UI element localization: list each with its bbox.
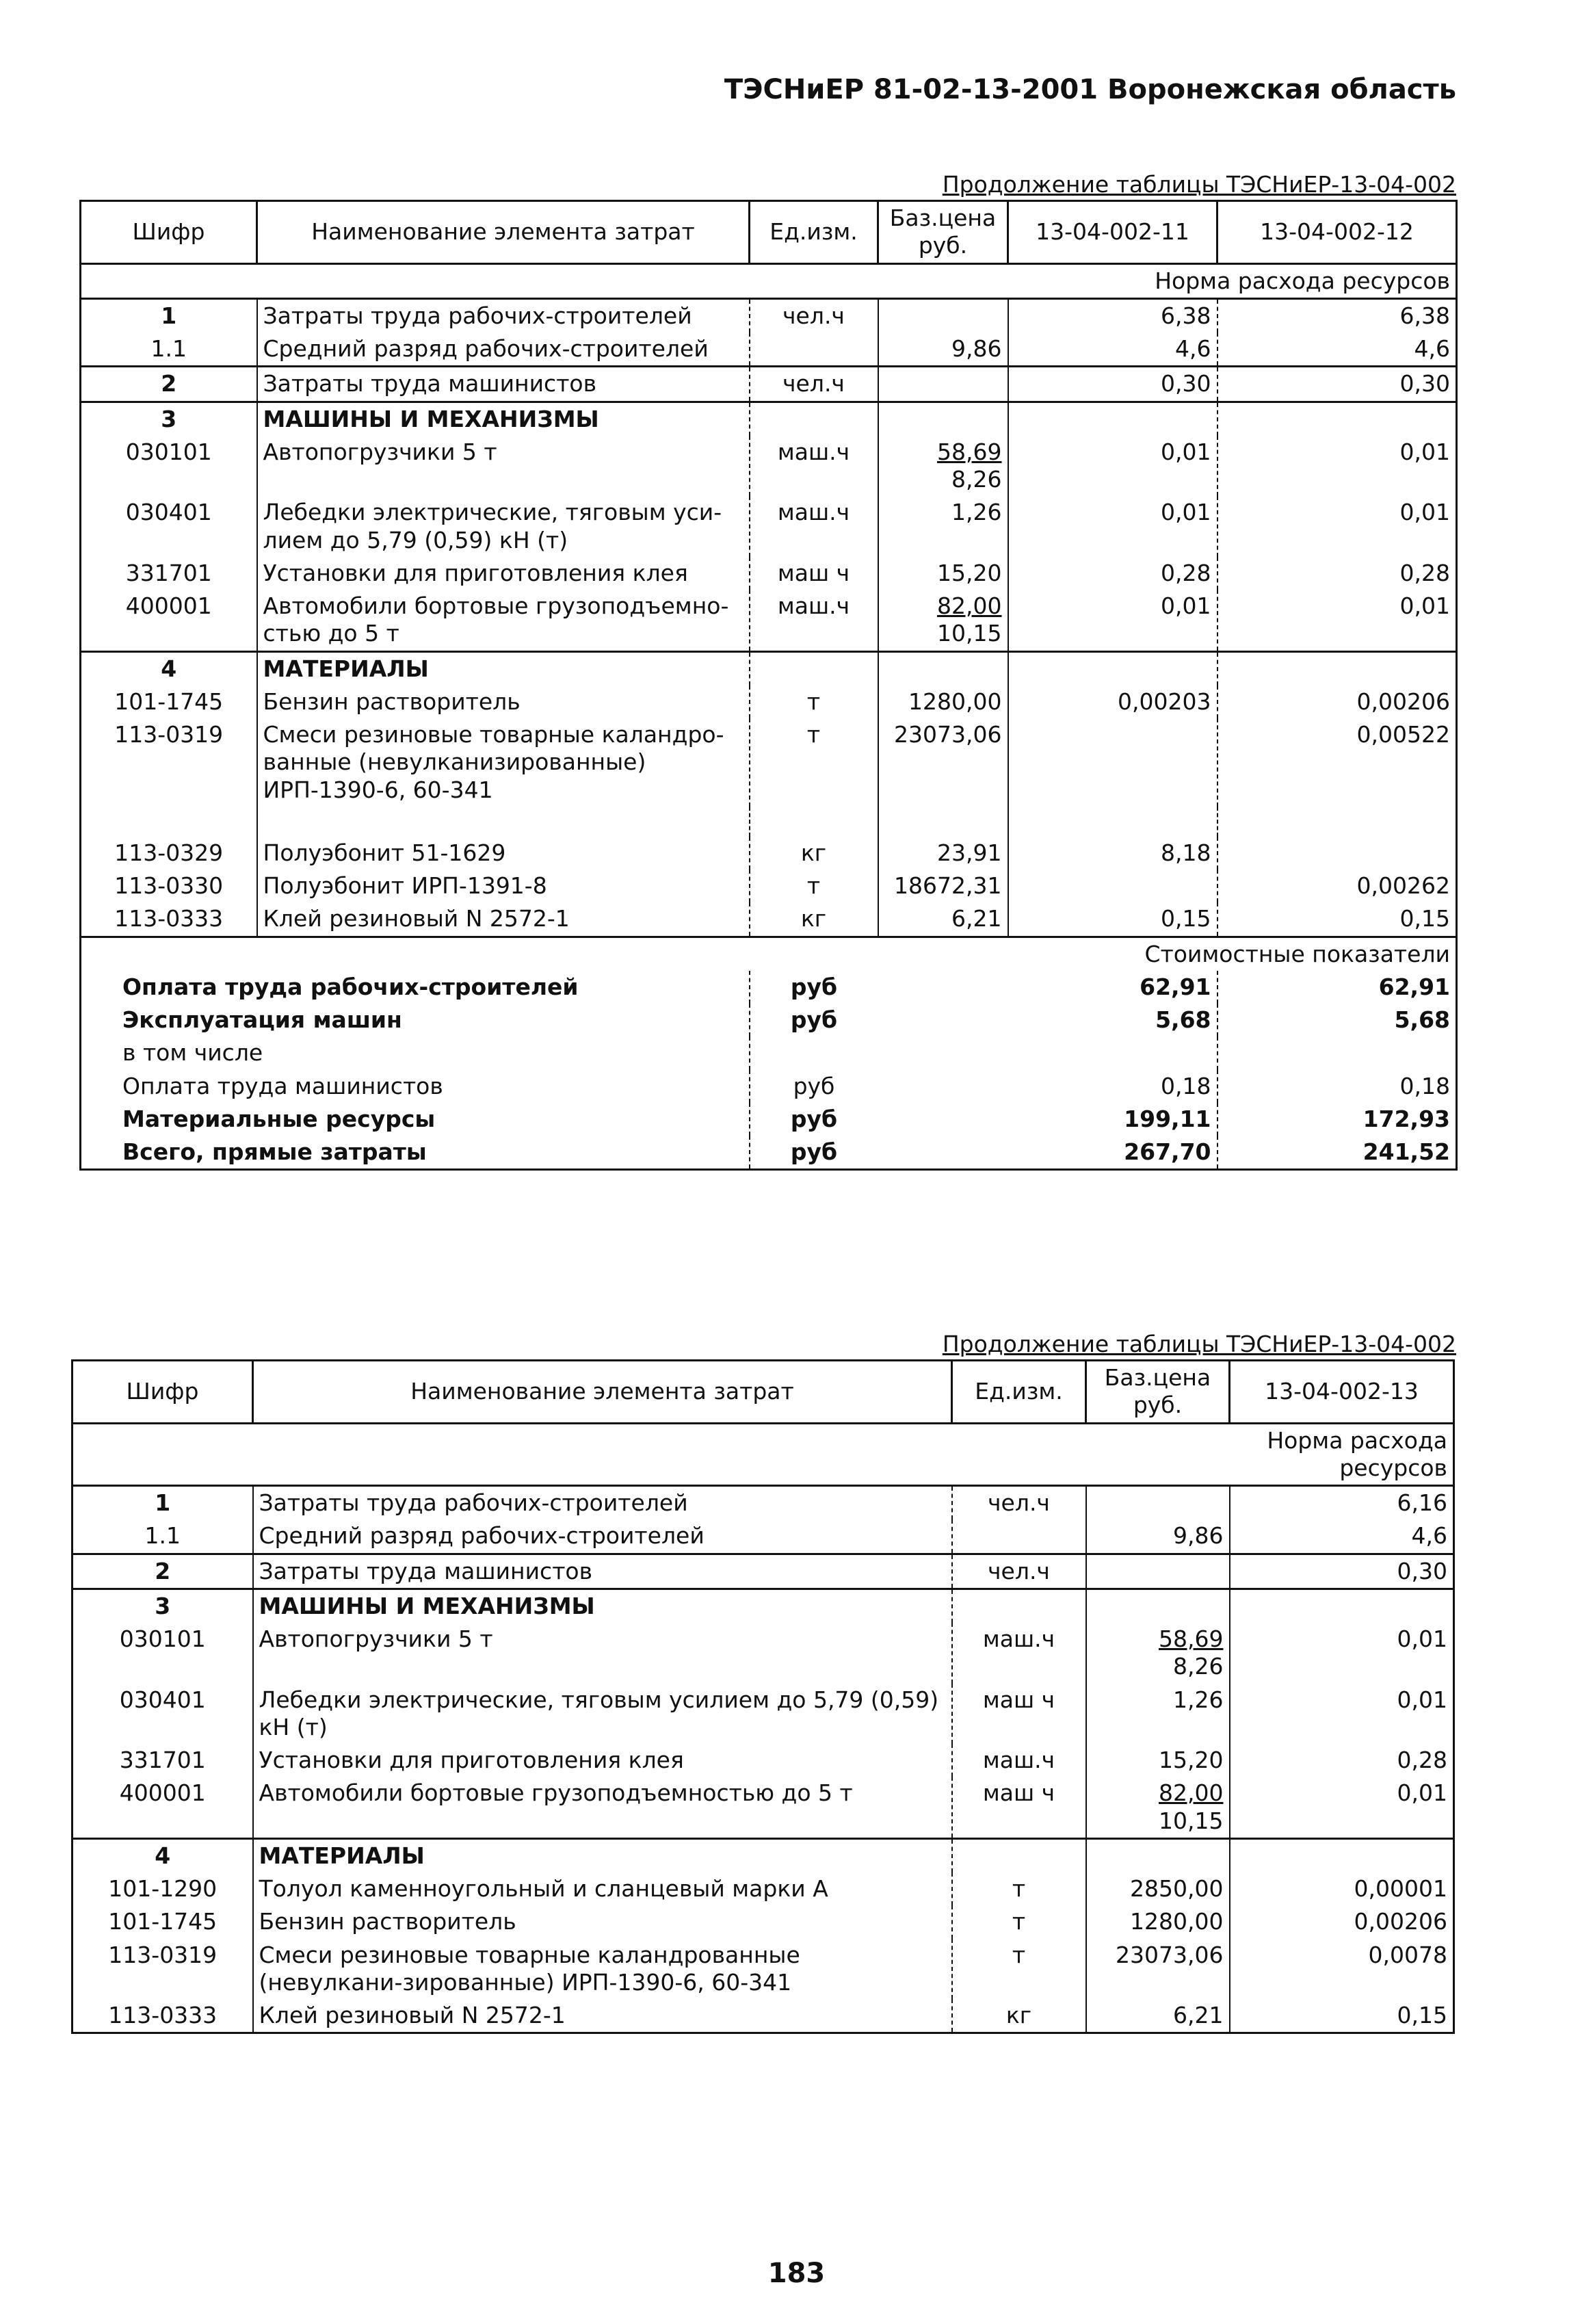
table-row: [81, 436, 1457, 497]
row-price: [878, 718, 1008, 807]
row-price-value: 8,26: [951, 466, 1002, 493]
row-price: [878, 902, 1008, 937]
cost-name: Эксплуатация машин: [81, 1004, 750, 1036]
cost-value: 267,70: [1008, 1136, 1217, 1170]
table-row: [73, 1905, 1454, 1938]
cost-value: 172,93: [1217, 1103, 1457, 1136]
row-name: МАТЕРИАЛЫ: [253, 1838, 952, 1872]
row-name: Лебедки электрические, тяговым усилием до 5,79 (0,59) кН (т): [253, 1684, 952, 1745]
col-code-header: Шифр: [73, 1361, 253, 1424]
row-code: 3: [73, 1589, 253, 1623]
row-value: 0,28: [1230, 1744, 1454, 1777]
cost-label: Стоимостные показатели: [1008, 937, 1457, 971]
row-price-total: 82,00: [1159, 1779, 1224, 1807]
cost-value: 5,68: [1217, 1004, 1457, 1036]
table1-caption: Продолжение таблицы ТЭСНиЕР-13-04-002: [942, 171, 1456, 198]
row-value: 0,00206: [1230, 1905, 1454, 1938]
row-unit: маш.ч: [952, 1623, 1086, 1684]
row-value: 0,01: [1230, 1623, 1454, 1684]
row-value: 0,30: [1230, 1554, 1454, 1589]
table-row: [73, 1838, 1454, 1872]
row-unit: кг: [750, 837, 878, 870]
cost-row: [81, 1103, 1457, 1136]
cost-value: 0,18: [1217, 1070, 1457, 1103]
row-name: Автопогрузчики 5 т: [257, 436, 750, 497]
row-price-value: 18672,31: [894, 872, 1002, 899]
table-row: [81, 557, 1457, 590]
row-value: 0,01: [1008, 590, 1217, 651]
row-code: 030401: [73, 1684, 253, 1745]
row-price: [878, 298, 1008, 332]
cost-price-empty: [878, 1136, 1008, 1170]
row-value: 0,01: [1230, 1684, 1454, 1745]
cost-value: 62,91: [1140, 973, 1211, 1000]
cost-value: 62,91: [1217, 971, 1457, 1004]
row-code: 1: [73, 1486, 253, 1520]
cost-row: [81, 1004, 1457, 1036]
row-code: 101-1290: [73, 1872, 253, 1905]
table-row: [81, 718, 1457, 807]
row-unit: кг: [750, 902, 878, 937]
row-name: Автопогрузчики 5 т: [253, 1623, 952, 1684]
cost-row: [81, 1070, 1457, 1103]
row-unit: маш ч: [750, 557, 878, 590]
col-price-header: Баз.цена руб.: [1086, 1361, 1230, 1424]
cost-price-empty: [878, 1103, 1008, 1136]
row-name: Затраты труда машинистов: [253, 1554, 952, 1589]
cost-price-empty: [878, 1070, 1008, 1103]
row-name: Полуэбонит ИРП-1391-8: [257, 870, 750, 902]
row-unit: маш ч: [952, 1777, 1086, 1838]
cost-row: [81, 1036, 1457, 1069]
row-value: 0,00262: [1217, 870, 1457, 902]
row-price-value: 1280,00: [1130, 1908, 1224, 1935]
row-unit: маш ч: [952, 1684, 1086, 1745]
row-code: 2: [73, 1554, 253, 1589]
row-value: [1217, 651, 1457, 686]
row-value: 0,00203: [1008, 686, 1217, 718]
cost-name: в том числе: [81, 1036, 750, 1069]
cost-name: Оплата труда машинистов: [81, 1070, 750, 1103]
table-row: [81, 332, 1457, 367]
row-value: 0,00522: [1217, 718, 1457, 807]
cost-unit: руб: [750, 1070, 878, 1103]
page-number: 183: [767, 2258, 826, 2289]
row-price: [1086, 1999, 1230, 2033]
col-price-header: Баз.цена руб.: [878, 201, 1008, 264]
cost-value: 241,52: [1217, 1136, 1457, 1170]
row-price: [878, 436, 1008, 497]
row-price: [1086, 1777, 1230, 1838]
row-price-value: 15,20: [937, 559, 1002, 586]
row-price-value: 2850,00: [1130, 1875, 1224, 1902]
row-value: 8,18: [1008, 837, 1217, 870]
row-unit: чел.ч: [952, 1486, 1086, 1520]
row-unit: т: [750, 718, 878, 807]
table-row: [73, 1744, 1454, 1777]
row-value: [1008, 718, 1217, 807]
table2-header-row: [73, 1361, 1454, 1424]
row-code: 1.1: [81, 332, 257, 367]
table-row: [73, 1777, 1454, 1838]
row-code: 400001: [73, 1777, 253, 1838]
row-price-value: 1,26: [1173, 1686, 1224, 1713]
col-variant-header: 13-04-002-13: [1230, 1361, 1454, 1424]
norm-label-row: [73, 1423, 1454, 1486]
row-unit: кг: [952, 1999, 1086, 2033]
row-price: [878, 402, 1008, 436]
row-value: 6,16: [1230, 1486, 1454, 1520]
row-name: Клей резиновый N 2572-1: [257, 902, 750, 937]
cost-name: Всего, прямые затраты: [81, 1136, 750, 1170]
row-price: [1086, 1872, 1230, 1905]
cost-unit: руб: [750, 1136, 878, 1170]
row-value: 6,38: [1217, 298, 1457, 332]
table-row: [81, 651, 1457, 686]
row-unit: [750, 402, 878, 436]
row-value: 4,6: [1008, 332, 1217, 367]
row-value: [1008, 402, 1217, 436]
row-code: 101-1745: [73, 1905, 253, 1938]
row-price-value: 23,91: [937, 839, 1002, 866]
row-code: 1.1: [73, 1519, 253, 1554]
row-value: 0,30: [1008, 367, 1217, 402]
row-unit: [952, 1519, 1086, 1554]
col-code-header: Шифр: [81, 201, 257, 264]
row-price: [878, 837, 1008, 870]
cost-price-empty: [878, 971, 1008, 1004]
row-unit: т: [952, 1905, 1086, 1938]
row-code: 4: [81, 651, 257, 686]
spacer-row: [81, 807, 1457, 837]
row-price-total: 82,00: [937, 592, 1002, 619]
table1-header-row: [81, 201, 1457, 264]
row-value: [1230, 1589, 1454, 1623]
row-name: Лебедки электрические, тяговым уси-лием до 5,79 (0,59) кН (т): [257, 496, 750, 557]
col-unit-header: Ед.изм.: [750, 201, 878, 264]
row-code: 400001: [81, 590, 257, 651]
page-header-title: ТЭСНиЕР 81-02-13-2001 Воронежская область: [724, 74, 1456, 105]
table-row: [81, 402, 1457, 436]
row-name: Установки для приготовления клея: [253, 1744, 952, 1777]
row-value: 0,15: [1008, 902, 1217, 937]
row-price-value: 1,26: [951, 499, 1002, 526]
norm-label-row: [81, 263, 1457, 298]
row-name: Клей резиновый N 2572-1: [253, 1999, 952, 2033]
row-unit: чел.ч: [750, 367, 878, 402]
cost-unit: [750, 1036, 878, 1069]
row-price-value: 1280,00: [908, 688, 1002, 715]
table-row: [81, 298, 1457, 332]
table-row: [73, 1486, 1454, 1520]
row-price-value: 9,86: [1173, 1522, 1224, 1550]
row-price: [1086, 1589, 1230, 1623]
row-value: 0,01: [1008, 496, 1217, 557]
row-name: Затраты труда машинистов: [257, 367, 750, 402]
row-name: МАШИНЫ И МЕХАНИЗМЫ: [257, 402, 750, 436]
row-price: [878, 686, 1008, 718]
col-variant-header: 13-04-002-12: [1217, 201, 1457, 264]
row-price-value: 23073,06: [1116, 1941, 1224, 1968]
row-price: [878, 651, 1008, 686]
row-unit: маш.ч: [952, 1744, 1086, 1777]
row-value: 6,38: [1008, 298, 1217, 332]
row-name: Бензин растворитель: [253, 1905, 952, 1938]
row-price: [1086, 1623, 1230, 1684]
row-code: 113-0333: [81, 902, 257, 937]
row-code: 030101: [81, 436, 257, 497]
row-code: 113-0329: [81, 837, 257, 870]
row-code: 1: [81, 298, 257, 332]
cost-value: 0,18: [1161, 1072, 1211, 1099]
row-price: [878, 557, 1008, 590]
row-price-value: 9,86: [951, 335, 1002, 362]
table-row: [81, 590, 1457, 651]
row-code: 4: [73, 1838, 253, 1872]
row-name: Полуэбонит 51-1629: [257, 837, 750, 870]
table-row: [73, 1872, 1454, 1905]
row-unit: чел.ч: [952, 1554, 1086, 1589]
row-name: Средний разряд рабочих-строителей: [253, 1519, 952, 1554]
row-value: [1217, 402, 1457, 436]
cost-unit: руб: [750, 971, 878, 1004]
table2-caption: Продолжение таблицы ТЭСНиЕР-13-04-002: [942, 1331, 1456, 1357]
cost-value: 199,11: [1124, 1105, 1211, 1132]
cost-name: Оплата труда рабочих-строителей: [81, 971, 750, 1004]
row-name: Затраты труда рабочих-строителей: [257, 298, 750, 332]
row-value: 0,28: [1008, 557, 1217, 590]
row-code: 113-0319: [73, 1939, 253, 2000]
row-price: [878, 870, 1008, 902]
row-code: 113-0319: [81, 718, 257, 807]
row-price-value: 8,26: [1173, 1653, 1224, 1680]
row-value: 0,01: [1217, 590, 1457, 651]
table1: [79, 200, 1458, 1171]
table-row: [73, 1939, 1454, 2000]
table2: [71, 1359, 1455, 2034]
row-unit: т: [952, 1939, 1086, 2000]
row-unit: т: [750, 686, 878, 718]
row-name: Бензин растворитель: [257, 686, 750, 718]
table-row: [73, 1519, 1454, 1554]
table-row: [81, 496, 1457, 557]
norm-label: Норма расхода ресурсов: [1008, 263, 1457, 298]
row-price-value: 23073,06: [894, 721, 1002, 748]
row-unit: [952, 1589, 1086, 1623]
row-value: 0,28: [1217, 557, 1457, 590]
table-row: [81, 870, 1457, 902]
table-row: [81, 367, 1457, 402]
col-variant-header: 13-04-002-11: [1008, 201, 1217, 264]
row-price: [1086, 1684, 1230, 1745]
row-price: [1086, 1838, 1230, 1872]
row-code: 2: [81, 367, 257, 402]
row-price-value: 10,15: [937, 620, 1002, 647]
cost-price-empty: [878, 1004, 1008, 1036]
row-price-total: 58,69: [937, 438, 1002, 465]
row-unit: чел.ч: [750, 298, 878, 332]
row-name: Толуол каменноугольный и сланцевый марки А: [253, 1872, 952, 1905]
cost-value: 5,68: [1155, 1006, 1211, 1033]
row-value: [1230, 1838, 1454, 1872]
col-name-header: Наименование элемента затрат: [257, 201, 750, 264]
table-row: [73, 1554, 1454, 1589]
cost-label-row: [81, 937, 1457, 971]
row-value: 0,01: [1217, 496, 1457, 557]
row-price: [1086, 1519, 1230, 1554]
row-value: 0,00001: [1230, 1872, 1454, 1905]
col-name-header: Наименование элемента затрат: [253, 1361, 952, 1424]
row-price: [1086, 1939, 1230, 2000]
row-unit: т: [750, 870, 878, 902]
cost-value: [1217, 1036, 1457, 1069]
row-code: 331701: [73, 1744, 253, 1777]
cost-unit: руб: [750, 1103, 878, 1136]
row-code: 030401: [81, 496, 257, 557]
row-price: [1086, 1486, 1230, 1520]
row-value: 0,30: [1217, 367, 1457, 402]
row-name: МАШИНЫ И МЕХАНИЗМЫ: [253, 1589, 952, 1623]
row-value: [1008, 870, 1217, 902]
col-unit-header: Ед.изм.: [952, 1361, 1086, 1424]
row-price: [878, 590, 1008, 651]
row-name: Автомобили бортовые грузоподъемностью до 5 т: [253, 1777, 952, 1838]
row-code: 113-0333: [73, 1999, 253, 2033]
row-unit: [750, 332, 878, 367]
table-row: [81, 837, 1457, 870]
cost-name: Материальные ресурсы: [81, 1103, 750, 1136]
row-name: Автомобили бортовые грузоподъемно-стью до 5 т: [257, 590, 750, 651]
cost-row: [81, 1136, 1457, 1170]
row-unit: маш.ч: [750, 590, 878, 651]
row-value: 0,01: [1008, 436, 1217, 497]
row-code: 030101: [73, 1623, 253, 1684]
row-value: 0,15: [1230, 1999, 1454, 2033]
row-price: [878, 332, 1008, 367]
row-price: [1086, 1744, 1230, 1777]
row-unit: [952, 1838, 1086, 1872]
row-name: МАТЕРИАЛЫ: [257, 651, 750, 686]
row-unit: т: [952, 1872, 1086, 1905]
row-name: Установки для приготовления клея: [257, 557, 750, 590]
row-value: [1217, 837, 1457, 870]
cost-unit: руб: [750, 1004, 878, 1036]
row-value: 0,0078: [1230, 1939, 1454, 2000]
row-name: Смеси резиновые товарные каландро-ванные (невулканизированные) ИРП-1390-6, 60-341: [257, 718, 750, 807]
row-value: 4,6: [1230, 1519, 1454, 1554]
row-price: [1086, 1905, 1230, 1938]
row-value: 0,15: [1217, 902, 1457, 937]
table-row: [81, 686, 1457, 718]
row-name: Средний разряд рабочих-строителей: [257, 332, 750, 367]
table-row: [73, 1684, 1454, 1745]
row-price-value: 6,21: [1173, 2002, 1224, 2028]
row-code: 331701: [81, 557, 257, 590]
row-code: 101-1745: [81, 686, 257, 718]
table-row: [73, 1999, 1454, 2033]
table-row: [73, 1589, 1454, 1623]
row-price: [878, 496, 1008, 557]
cost-value: [1008, 1036, 1217, 1069]
cost-price-empty: [878, 1036, 1008, 1069]
row-unit: маш.ч: [750, 496, 878, 557]
row-code: 113-0330: [81, 870, 257, 902]
cost-row: [81, 971, 1457, 1004]
row-value: 0,01: [1230, 1777, 1454, 1838]
row-value: [1008, 651, 1217, 686]
row-value: 0,01: [1217, 436, 1457, 497]
row-unit: маш.ч: [750, 436, 878, 497]
row-unit: [750, 651, 878, 686]
row-name: Смеси резиновые товарные каландрованные (невулкани-зированные) ИРП-1390-6, 60-341: [253, 1939, 952, 2000]
row-price-value: 6,21: [951, 905, 1002, 932]
norm-label: Норма расхода ресурсов: [1230, 1423, 1454, 1486]
row-price-value: 10,15: [1159, 1807, 1224, 1834]
table-row: [81, 902, 1457, 937]
row-name: Затраты труда рабочих-строителей: [253, 1486, 952, 1520]
row-price-value: 15,20: [1159, 1747, 1224, 1773]
row-value: 0,00206: [1217, 686, 1457, 718]
row-price: [1086, 1554, 1230, 1589]
row-price: [878, 367, 1008, 402]
row-value: 4,6: [1217, 332, 1457, 367]
row-code: 3: [81, 402, 257, 436]
row-price-total: 58,69: [1159, 1626, 1224, 1652]
table-row: [73, 1623, 1454, 1684]
